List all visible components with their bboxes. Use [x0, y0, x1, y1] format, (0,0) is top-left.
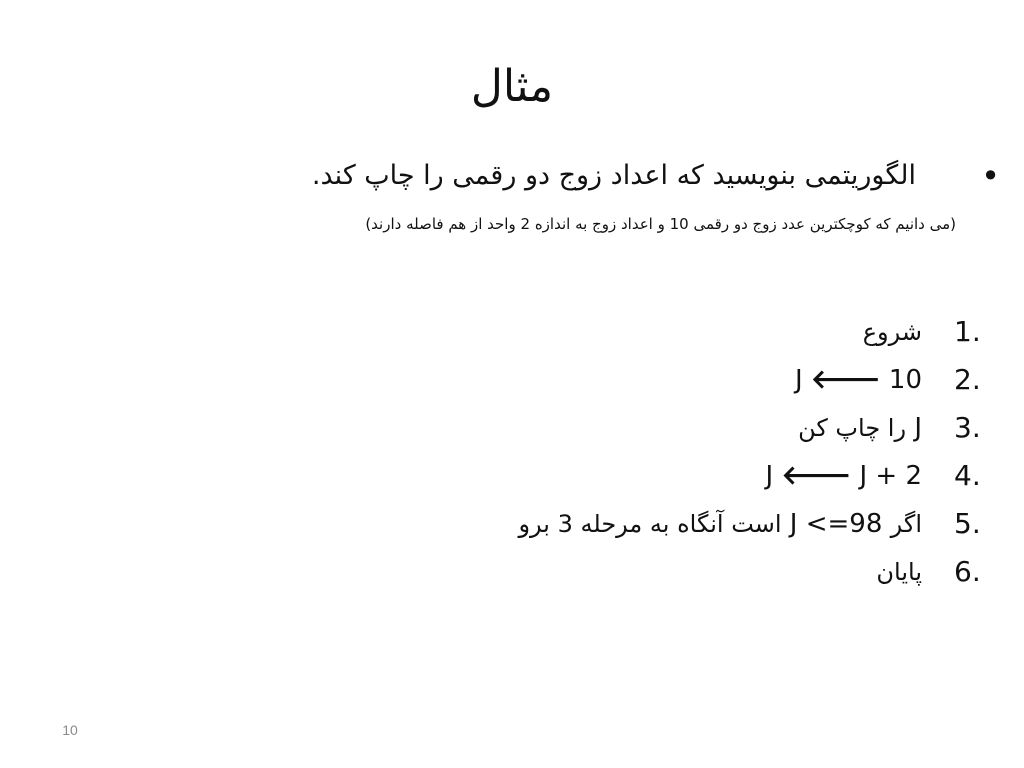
step-2: [300, 358, 990, 406]
step-condition: J <=98: [789, 509, 883, 539]
step-1: [300, 310, 990, 358]
step-expression: J + 2: [859, 461, 922, 491]
step-number: 2.: [954, 363, 981, 396]
step-number: 5.: [954, 507, 981, 540]
step-number: 1.: [954, 315, 981, 348]
step-3: [300, 406, 990, 454]
variable-j: J: [765, 461, 774, 491]
step-text: [798, 406, 922, 450]
step-label: پایان: [876, 558, 922, 586]
slide-title: مثال: [470, 61, 554, 112]
step-suffix: است آنگاه به مرحله 3 برو: [518, 510, 782, 538]
bullet-text: الگوریتمی بنویسید که اعداد زوج دو رقمی را چاپ کند.: [311, 160, 916, 191]
step-text: [766, 454, 922, 498]
variable-j: J: [794, 365, 803, 395]
step-label: شروع: [862, 318, 922, 346]
step-prefix: اگر: [890, 510, 922, 538]
bullet-item: [100, 154, 1000, 198]
step-4: [300, 454, 990, 502]
step-5: [300, 502, 990, 550]
step-number: 3.: [954, 411, 981, 444]
step-text: [795, 358, 922, 402]
note-text: (می دانیم که کوچکترین عدد زوج دو رقمی 10 و اعداد زوج به اندازه 2 واحد از هم فاصله دارند): [365, 215, 956, 233]
step-value: 10: [888, 365, 922, 395]
page-number: 10: [62, 722, 78, 738]
left-arrow-icon: 🡐: [810, 365, 881, 395]
step-text: [518, 502, 922, 546]
left-arrow-icon: 🡐: [781, 461, 852, 491]
step-number: 4.: [954, 459, 981, 492]
step-label: را چاپ کن: [798, 414, 907, 442]
step-6: [300, 550, 990, 598]
step-number: 6.: [954, 555, 981, 588]
algorithm-steps: [300, 310, 990, 598]
bullet-icon: •: [981, 157, 1000, 195]
step-text: [863, 310, 922, 354]
step-text: [876, 550, 922, 594]
variable-j: J: [914, 413, 922, 443]
